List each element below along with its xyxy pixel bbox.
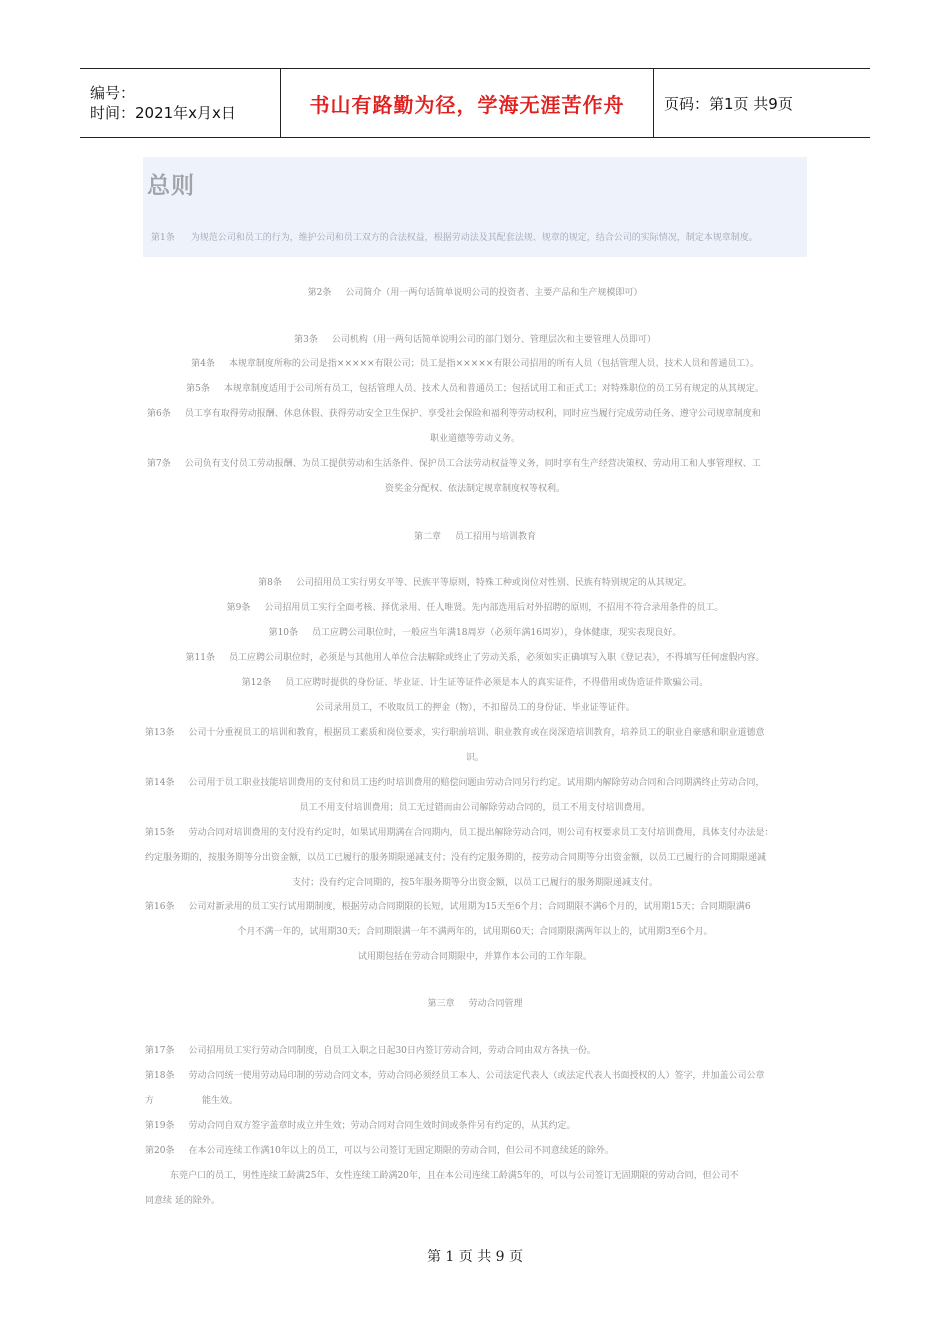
article-line — [143, 627, 807, 639]
article-line — [143, 287, 807, 299]
article-line-continued — [143, 877, 807, 889]
section-title: 总则 — [147, 173, 195, 199]
chapter-heading — [143, 531, 807, 543]
article-text: 劳动合同统一使用劳动局印制的劳动合同文本，劳动合同必须经员工本人、公司法定代表人（或法定代表人书面授权的人）签字，并加盖公司公章 — [188, 1071, 765, 1081]
article-line-continued — [170, 1170, 739, 1182]
article-text: 公司用于员工职业技能培训费用的支付和员工违约时培训费用的赔偿问题由劳动合同另行约定。试用期内解除劳动合同和合同期满终止劳动合同， — [188, 778, 765, 788]
article-number: 第17条 — [145, 1046, 175, 1056]
article-line-continued — [143, 951, 807, 963]
article-text: 东莞户口的员工，男性连续工龄满25年、女性连续工龄满20年，且在本公司连续工龄满5年的，可以与公司签订无固期限的劳动合同，但公司不 — [170, 1171, 739, 1181]
chapter-number: 第二章 — [413, 532, 441, 542]
article-line-continued — [145, 1095, 238, 1107]
header-page-info: 页码：第1页 共9页 — [664, 94, 793, 113]
article-text: 能生效。 — [202, 1096, 239, 1106]
article-line — [151, 230, 758, 243]
article-text: 识。 — [465, 753, 484, 763]
article-number: 第16条 — [145, 902, 175, 912]
article-line — [145, 1045, 596, 1057]
article-number: 第5条 — [186, 384, 210, 394]
article-line — [145, 827, 773, 839]
article-line — [145, 1145, 614, 1157]
article-text: 个月不满一年的，试用期30天；合同期限满一年不满两年的，试用期60天；合同期限满两年以上的，试用期3至6个月。 — [237, 927, 713, 937]
article-number: 第12条 — [241, 678, 272, 688]
article-text: 本规章制度所称的公司是指×××××有限公司；员工是指×××××有限公司招用的所有人员（包括管理人员、技术人员和普通员工）。 — [228, 359, 759, 369]
article-text: 约定服务期的，按服务期等分出资金额，以员工已履行的服务期限递减支付；没有约定服务期的，按劳动合同期等分出资金额，以员工已履行的合同期限递减 — [145, 853, 767, 863]
article-number: 第11条 — [185, 653, 215, 663]
article-number: 第13条 — [145, 728, 175, 738]
article-text: 公司录用员工，不收取员工的押金（物），不扣留员工的身份证、毕业证等证件。 — [315, 703, 635, 713]
article-number: 第3条 — [294, 335, 318, 345]
article-text: 公司招用员工实行劳动合同制度，自员工入职之日起30日内签订劳动合同，劳动合同由双方各执一份。 — [188, 1046, 596, 1056]
article-text: 公司机构（用一两句话简单说明公司的部门划分、管理层次和主要管理人员即可） — [331, 335, 656, 345]
article-number: 第4条 — [191, 359, 215, 369]
article-text: 试用期包括在劳动合同期限中，并算作本公司的工作年限。 — [357, 952, 592, 962]
article-line — [143, 383, 807, 395]
article-text: 本规章制度适用于公司所有员工，包括管理人员、技术人员和普通员工；包括试用工和正式工；对特殊职位的员工另有规定的从其规定。 — [223, 384, 764, 394]
article-line-continued — [143, 752, 807, 764]
article-line — [145, 727, 764, 739]
article-text: 员工应聘公司职位时，一般应当年满18周岁（必须年满16周岁），身体健康，现实表现良好。 — [312, 628, 682, 638]
page-footer: 第 1 页 共 9 页 — [426, 1249, 524, 1265]
article-text: 公司十分重视员工的培训和教育，根据员工素质和岗位要求，实行职前培训、职业教育或在岗深造培训教育，培养员工的职业自豪感和职业道德意 — [188, 728, 765, 738]
article-text: 公司负有支付员工劳动报酬、为员工提供劳动和生活条件、保护员工合法劳动权益等义务，同时享有生产经营决策权、劳动用工和人事管理权、工 — [184, 459, 761, 469]
article-line — [147, 408, 761, 420]
article-text: 员工享有取得劳动报酬、休息休假、获得劳动安全卫生保护、享受社会保险和福利等劳动权利，同时应当履行完成劳动任务、遵守公司规章制度和 — [184, 409, 761, 419]
article-text: 公司招用员工实行男女平等、民族平等原则，特殊工种或岗位对性别、民族有特别规定的从其规定。 — [295, 578, 692, 588]
document-time-label: 时间：2021年x月x日 — [90, 104, 236, 122]
article-number: 第7条 — [147, 459, 171, 469]
chapter-number: 第三章 — [427, 999, 455, 1009]
article-text: 公司简介（用一两句话简单说明公司的投资者、主要产品和生产规模即可） — [345, 288, 643, 298]
article-number: 第19条 — [145, 1121, 175, 1131]
article-line — [145, 1120, 575, 1132]
article-text: 为规范公司和员工的行为，维护公司和员工双方的合法权益，根据劳动法及其配套法规、规章的规定，结合公司的实际情况，制定本规章制度。 — [190, 233, 758, 243]
article-line-continued — [145, 852, 766, 864]
chapter-title: 员工招用与培训教育 — [455, 532, 537, 542]
article-line — [145, 777, 764, 789]
article-text: 员工应聘时提供的身份证、毕业证、计生证等证件必须是本人的真实证件，不得借用或伪造证件欺骗公司。 — [285, 678, 709, 688]
article-line — [143, 334, 807, 346]
article-line-continued — [143, 433, 807, 445]
article-text: 同意续 延的除外。 — [145, 1196, 220, 1206]
article-number: 第8条 — [258, 578, 282, 588]
article-number: 第15条 — [145, 828, 175, 838]
article-number: 第1条 — [151, 233, 175, 243]
article-line-continued — [143, 483, 807, 495]
article-text: 职业道德等劳动义务。 — [429, 434, 520, 444]
article-number: 第18条 — [145, 1071, 175, 1081]
article-text: 资奖金分配权、依法制定规章制度权等权利。 — [384, 484, 565, 494]
section-band — [143, 157, 807, 257]
article-line — [143, 602, 807, 614]
header-meta — [80, 69, 281, 137]
article-line — [147, 458, 761, 470]
article-line — [143, 358, 807, 370]
article-line-continued — [143, 926, 807, 938]
article-text: 员工应聘公司职位时，必须是与其他用人单位合法解除或终止了劳动关系，必须如实正确填写入职《登记表》，不得填写任何虚假内容。 — [228, 653, 765, 663]
article-text: 公司对新录用的员工实行试用期制度，根据劳动合同期限的长短，试用期为15天至6个月；合同期限不满6个月的，试用期15天；合同期限满6 — [188, 902, 751, 912]
article-text: 员工不用支付培训费用；员工无过错而由公司解除劳动合同的，员工不用支付培训费用。 — [299, 803, 651, 813]
article-number: 第14条 — [145, 778, 175, 788]
chapter-title: 劳动合同管理 — [468, 999, 523, 1009]
article-text: 公司招用员工实行全面考核、择优录用、任人唯贤。先内部选用后对外招聘的原则，不招用不符合录用条件的员工。 — [264, 603, 724, 613]
article-number: 第9条 — [226, 603, 251, 613]
article-line — [143, 677, 807, 689]
article-line — [143, 577, 807, 589]
page-header — [80, 68, 870, 138]
article-number: 第10条 — [268, 628, 299, 638]
article-number: 第6条 — [147, 409, 171, 419]
header-slogan: 书山有路勤为径，学海无涯苦作舟 — [281, 69, 654, 137]
article-line-continued — [143, 802, 807, 814]
article-text: 劳动合同对培训费用的支付没有约定时，如果试用期满在合同期内，员工提出解除劳动合同，则公司有权要求员工支付培训费用，具体支付办法是： — [188, 828, 774, 838]
chapter-heading — [143, 998, 807, 1010]
article-text: 在本公司连续工作满10年以上的员工，可以与公司签订无固定期限的劳动合同，但公司不同意续延的除外。 — [188, 1146, 614, 1156]
article-number: 第2条 — [307, 288, 332, 298]
article-line — [143, 652, 807, 664]
article-text: 支付；没有约定合同期的，按5年服务期等分出资金额，以员工已履行的服务期限递减支付。 — [292, 878, 658, 888]
article-text: 劳动合同自双方签字盖章时成立并生效；劳动合同对合同生效时间或条件另有约定的，从其约定。 — [188, 1121, 576, 1131]
article-line-continued — [145, 1195, 220, 1207]
article-line — [145, 901, 751, 913]
document-number-label: 编号： — [90, 84, 136, 102]
article-line — [145, 1070, 764, 1082]
article-line-continued — [143, 702, 807, 714]
article-number: 第20条 — [145, 1146, 175, 1156]
article-number: 方 — [145, 1096, 155, 1106]
